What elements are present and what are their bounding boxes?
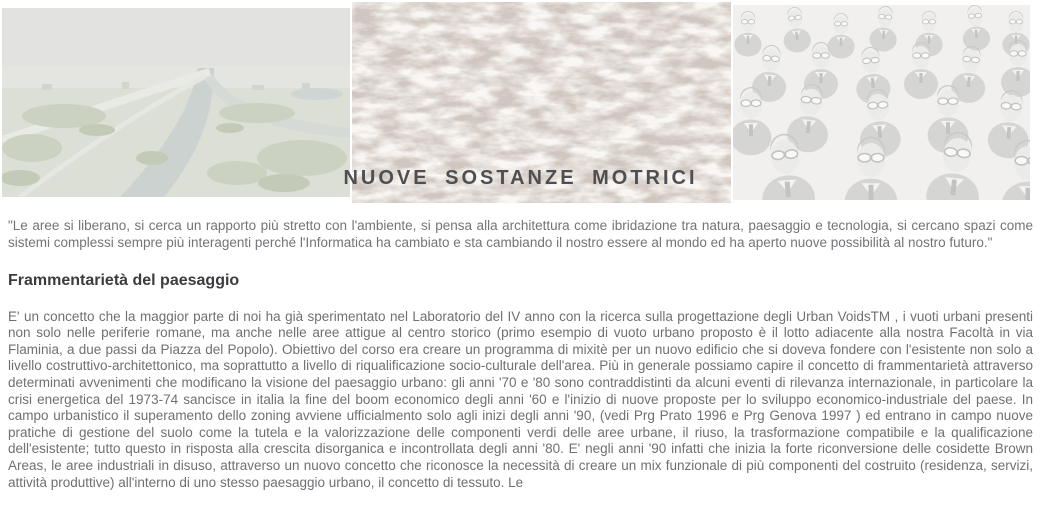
section-heading: Frammentarietà del paesaggio <box>8 271 240 289</box>
intro-quote: "Le aree si liberano, si cerca un rapporto più stretto con l'ambiente, si pensa alla architettura come ibridazione tra natura, paesaggio e tecnologia, si cercano spazi come sistemi complessi sempre più interagenti perché l'Informatica ha cambiato e sta cambiando il nostro essere al mondo ed ha aperto nuove possibilità al nostro futuro." <box>8 218 1033 250</box>
article-body: E' un concetto che la maggior parte di noi ha già sperimentato nel Laboratorio del IV anno con la ricerca sulla progettazione degli Urban VoidsTM , i vuoti urbani presenti non solo nelle periferie romane, ma anche nelle aree attigue al centro storico (primo esempio di vuoto urbano proposto è il lotto adiacente alla nostra Facoltà in via Flaminia, a due passi da Piazza del Popolo). Obiettivo del corso era creare un programma di mixitè per un nuovo edificio che si doveva fondere con l'esistente non solo a livello costruttivo-architettonico, ma soprattutto a livello di riqualificazione socio-culturale dell'area. Più in generale possiamo capire il concetto di frammentarietà attraverso determinati avvenimenti che modificano la visione del paesaggio urbano: gli anni '70 e '80 sono contraddistinti da alcuni eventi di rilevanza internazionale, in particolare la crisi energetica del 1973-74 sancisce in italia la fine del boom economico degli anni '60 e l'inizio di nuove proposte per lo sviluppo economico-industriale del paese. In campo urbanistico il superamento dello zoning avviene ufficialmento solo agli inizi degli anni '90, (vedi Prg Prato 1996 e Prg Genova 1997 ) ed entrano in campo nuove pratiche di gestione del suolo come la tutela e la valorizzazione delle componenti verdi delle aree urbane, il riuso, la trasformazione compatibile e la qualificazione dell'esistente; tutto questo in risposta alla crescita disorganica e incontrollata degli anni '80. E' negli anni '90 infatti che inizia la forte riconversione delle cosidette Brown Areas, le aree industriali in disuso, attraverso un nuovo concetto che riconosce la necessità di creare un mix funzionale di più componenti del costruito (residenza, servizi, attività produttive) all'interno di uno stesso paesaggio urbano, il concetto di tessuto. Le <box>8 308 1033 490</box>
header-collage <box>0 0 1041 205</box>
collage-title: NUOVE SOSTANZE MOTRICI <box>343 167 698 189</box>
